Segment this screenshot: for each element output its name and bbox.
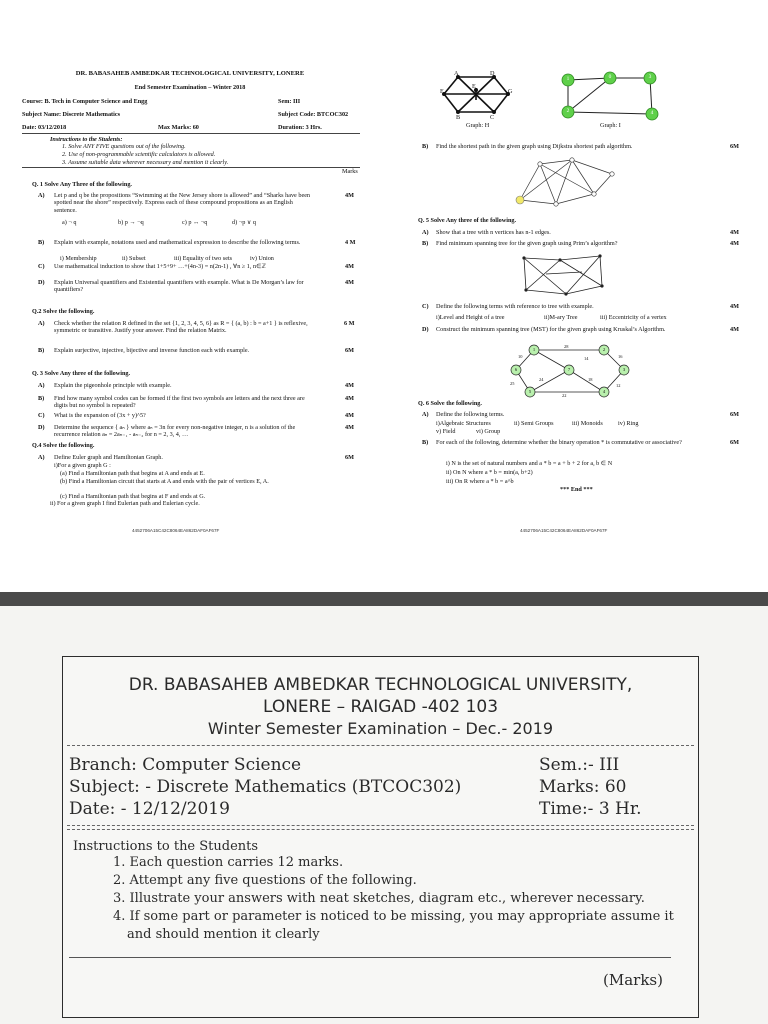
instruction-2019-3: 3. Illustrate your answers with neat sketches, diagram etc., wherever necessary. [113, 891, 645, 906]
q4a-text: Define Euler graph and Hamiltonian Graph. [54, 454, 163, 461]
kruskal-weight: 10 [518, 354, 523, 359]
q4a-sub-3: (b) Find a Hamiltonian circuit that starts at A and ends with the pair of vertices E, A. [60, 478, 269, 485]
q6b-item-1: i) N is the set of natural numbers and a * b = a + b + 2 for a, b ∈ N [446, 460, 613, 467]
kruskal-weight: 22 [562, 393, 567, 398]
q1d-text: Explain Universal quantifiers and Existential quantifiers with example. What is De Morgan’s law for quantifiers? [54, 279, 304, 294]
graph-h-node-c: C [490, 114, 495, 121]
q6b-item-2: ii) On N where a * b = min(a, b+2) [446, 469, 533, 476]
q1b-label: B) [38, 239, 45, 246]
subject-2019: Subject: - Discrete Mathematics (BTCOC302) [69, 777, 462, 797]
instruction-2019-2: 2. Attempt any five questions of the following. [113, 873, 417, 888]
q5c-text: Define the following terms with reference to tree with example. [436, 303, 594, 310]
instruction-2019-1: 1. Each question carries 12 marks. [113, 855, 344, 870]
q1a-text: Let p and q be the propositions “Swimming at the New Jersey shore is allowed” and “Sharks have been spotted near the shore” respectively. Express each of these compound propositions as an English sentence. [54, 192, 311, 214]
university-name: DR. BABASAHEB AMBEDKAR TECHNOLOGICAL UNIVERSITY, LONERE [75, 70, 305, 77]
q1c-text: Use mathematical induction to show that 1+5+9+ …+(4n-3) = n(2n-1) , ∀n ≥ 1, n∈ℤ [54, 263, 267, 270]
q2a-label: A) [38, 320, 45, 327]
q5d-marks: 4M [730, 326, 739, 333]
q3b-text: Find how many symbol codes can be formed if the first two symbols are letters and the next three are digits but no symbol is repeated? [54, 395, 305, 410]
q6b-item-3: iii) On R where a * b = a^b [446, 478, 514, 485]
prim-graph-diagram [516, 250, 616, 300]
instruction-2019-5: and should mention it clearly [127, 927, 320, 942]
q2b-text: Explain surjective, injective, bijective and inverse function each with example. [54, 347, 250, 354]
course: Course: B. Tech in Computer Science and Engg [22, 98, 148, 105]
subject-code: Subject Code: BTCOC302 [278, 111, 349, 118]
q2-title: Q.2 Solve the following. [32, 308, 95, 315]
q1a-opt-a: a) ¬ q [62, 219, 77, 226]
kruskal-weight: 25 [510, 381, 515, 386]
kruskal-node-6: 6 [514, 367, 518, 372]
kruskal-node-7: 7 [567, 367, 571, 372]
q6a-opt-3: iii) Monoids [572, 420, 603, 427]
q1b-text: Explain with example, notations used and mathematical expression to describe the following terms. [54, 239, 301, 246]
q1a-opt-b: b) p → ¬q [118, 219, 144, 226]
kruskal-weight: 16 [618, 354, 623, 359]
kruskal-node-5: 5 [528, 389, 532, 394]
q4a-sub-5: ii) For a given graph I find Eulerian path and Eulerian cycle. [50, 500, 200, 507]
date-2019: Date: - 12/12/2019 [69, 799, 230, 819]
q6-title: Q. 6 Solve the following. [418, 400, 482, 407]
footer-code-right: 4452706A15C42C8064EA862DAF0AF67F [520, 528, 608, 533]
q3a-label: A) [38, 382, 45, 389]
graph-i-label: Graph: I [600, 122, 621, 129]
dashed-divider [67, 829, 694, 830]
q1b-opt-3: iii) Equality of two sets [174, 255, 233, 262]
graph-h-node-f: F [440, 88, 444, 95]
q5a-marks: 4M [730, 229, 739, 236]
q3a-text: Explain the pigeonhole principle with example. [54, 382, 172, 389]
q5b-marks: 4M [730, 240, 739, 247]
dashed-divider [67, 745, 694, 746]
q1d-label: D) [38, 279, 45, 286]
instruction-2: 2. Use of non-programmable scientific calculators is allowed. [62, 151, 216, 158]
q4a-sub-4: (c) Find a Hamiltonian path that begins at F and ends at G. [60, 493, 206, 500]
graph-h-node-e: E [472, 83, 476, 90]
graph-h-node-b: B [456, 114, 461, 121]
divider-line [69, 957, 671, 958]
kruskal-node-1: 1 [532, 347, 536, 352]
q5c-label: C) [422, 303, 429, 310]
q5c-opt-2: ii)M-ary Tree [544, 314, 578, 321]
university-line-1: DR. BABASAHEB AMBEDKAR TECHNOLOGICAL UNIVERSITY, [128, 675, 633, 695]
q3d-text: Determine the sequence { aₙ } where aₙ = 3n for every non-negative integer, n is a solution of the recurrence relation aₙ = 2aₙ₋₁ - aₙ₋₂ for n = 2, 3, 4, … [54, 424, 296, 439]
subject-name: Subject Name: Discrete Mathematics [22, 111, 120, 118]
q5-title: Q. 5 Solve Any three of the following. [418, 217, 517, 224]
q6a-opt-2: ii) Semi Groups [514, 420, 554, 427]
q1a-label: A) [38, 192, 45, 199]
q6a-opt-6: vi) Group [476, 428, 501, 435]
graph-i-node-0: 0 [608, 74, 612, 80]
kruskal-node-2: 2 [602, 347, 606, 352]
kruskal-weight: 18 [588, 377, 593, 382]
dashed-divider [67, 825, 694, 826]
instructions-title: Instructions to the Students: [50, 136, 123, 143]
q4a-marks: 6M [345, 454, 354, 461]
time-2019: Time:- 3 Hr. [539, 799, 642, 819]
q4a-label: A) [38, 454, 45, 461]
semester-2019: Sem.:- III [539, 755, 620, 775]
q6a-opt-5: v) Field [436, 428, 456, 435]
university-line-2: LONERE – RAIGAD -402 103 [262, 697, 499, 717]
q1c-label: C) [38, 263, 45, 270]
end-marker: *** End *** [560, 486, 593, 493]
q2b-label: B) [38, 347, 45, 354]
q5d-text: Construct the minimum spanning tree (MST) for the given graph using Kruskal’s Algorithm. [436, 326, 666, 333]
q6b-label: B) [422, 439, 429, 446]
exam-paper-2019-photo [0, 592, 768, 1024]
instructions-divider [22, 167, 360, 168]
q3b-label: B) [38, 395, 45, 402]
semester: Sem: III [278, 98, 301, 105]
q2b-marks: 6M [345, 347, 354, 354]
graph-i-node-2: 2 [566, 108, 570, 114]
q2a-marks: 6 M [344, 320, 355, 327]
q6b-marks: 6M [730, 439, 739, 446]
q3-title: Q. 3 Solve Any three of the following. [32, 370, 131, 377]
q4b-marks: 6M [730, 143, 739, 150]
q3b-marks: 4M [345, 395, 354, 402]
max-marks: Max Marks: 60 [158, 124, 199, 131]
duration: Duration: 3 Hrs. [278, 124, 322, 131]
kruskal-weight: 14 [584, 356, 589, 361]
kruskal-node-3: 3 [622, 367, 626, 372]
q4-title: Q.4 Solve the following. [32, 442, 95, 449]
q5c-opt-3: iii) Eccentricity of a vertex [600, 314, 667, 321]
footer-code-left: 4452706A15C42C8064EA862DAF0AF67F [132, 528, 220, 533]
q5a-text: Show that a tree with n vertices has n-1 edges. [436, 229, 551, 236]
graph-h-node-d: D [490, 70, 495, 77]
instructions-title-2019: Instructions to the Students [73, 839, 259, 854]
q1c-marks: 4M [345, 263, 354, 270]
q3c-text: What is the expansion of (3x + y)^5? [54, 412, 146, 419]
q4a-sub-2: (a) Find a Hamiltonian path that begins at A and ends at E. [60, 470, 205, 477]
marks-header: Marks [342, 168, 358, 175]
graph-i-node-4: 4 [650, 110, 654, 116]
q3a-marks: 4M [345, 382, 354, 389]
q5b-text: Find minimum spanning tree for the given graph using Prim’s algorithm? [436, 240, 618, 247]
q1b-opt-2: ii) Subset [122, 255, 146, 262]
q3d-marks: 4M [345, 424, 354, 431]
exam-title-2019: Winter Semester Examination – Dec.- 2019 [207, 719, 554, 738]
instruction-1: 1. Solve ANY FIVE questions out of the following. [62, 143, 186, 150]
q1a-marks: 4M [345, 192, 354, 199]
exam-title: End Semester Examination – Winter 2018 [134, 84, 246, 91]
marks-header-2019: (Marks) [603, 971, 663, 989]
kruskal-weight: 28 [564, 344, 569, 349]
q4b-text: Find the shortest path in the given graph using Dijkstra shortest path algorithm. [436, 143, 633, 150]
q3c-label: C) [38, 412, 45, 419]
q4a-sub-1: i)For a given graph G : [54, 462, 111, 469]
q3d-label: D) [38, 424, 45, 431]
q1d-marks: 4M [345, 279, 354, 286]
graph-i-node-1: 1 [566, 76, 570, 82]
q6a-opt-1: i)Algebraic Structures [436, 420, 491, 427]
q5c-opt-1: i)Level and Height of a tree [436, 314, 505, 321]
marks-2019: Marks: 60 [539, 777, 627, 797]
paper-sheet [0, 606, 768, 1024]
branch: Branch: Computer Science [69, 755, 302, 775]
q5a-label: A) [422, 229, 429, 236]
q1-title: Q. 1 Solve Any Three of the following. [32, 181, 132, 188]
exam-date: Date: 03/12/2018 [22, 124, 67, 131]
q6a-marks: 6M [730, 411, 739, 418]
q5b-label: B) [422, 240, 429, 247]
q1b-opt-1: i) Membership [60, 255, 97, 262]
q1b-marks: 4 M [345, 239, 356, 246]
q5c-marks: 4M [730, 303, 739, 310]
header-divider [22, 133, 360, 134]
dijkstra-graph-diagram [512, 154, 624, 212]
graph-h-label: Graph: H [466, 122, 490, 129]
graph-h-node-a: A [454, 70, 459, 77]
q2a-text: Check whether the relation R defined in the set {1, 2, 3, 4, 5, 6} as R = { (a, b) : b = a+1 } is reflexive, symmetric or transitive. Justify your answer. Find the relation Matrix. [54, 320, 308, 335]
kruskal-weight: 12 [616, 383, 621, 388]
q1a-opt-d: d) ¬p ∨ q [232, 219, 257, 226]
q6a-text: Define the following terms. [436, 411, 505, 418]
kruskal-weight: 24 [539, 377, 544, 382]
instruction-2019-4: 4. If some part or parameter is noticed to be missing, you may appropriate assume it [113, 909, 674, 924]
header-box [62, 656, 699, 1018]
q6b-text: For each of the following, determine whether the binary operation * is commutative or associative? [436, 439, 682, 446]
graph-h-node-g: G [508, 88, 513, 95]
q1b-opt-4: iv) Union [250, 255, 274, 262]
instruction-3: 3. Assume suitable data wherever necessary and mention it clearly. [62, 159, 229, 166]
q4b-label: B) [422, 143, 429, 150]
q3c-marks: 4M [345, 412, 354, 419]
q6a-opt-4: iv) Ring [618, 420, 639, 427]
q5d-label: D) [422, 326, 429, 333]
graph-i-node-3: 3 [648, 74, 652, 80]
q1a-opt-c: c) p ↔ ¬q [182, 219, 208, 226]
kruskal-node-4: 4 [602, 389, 606, 394]
q6a-label: A) [422, 411, 429, 418]
